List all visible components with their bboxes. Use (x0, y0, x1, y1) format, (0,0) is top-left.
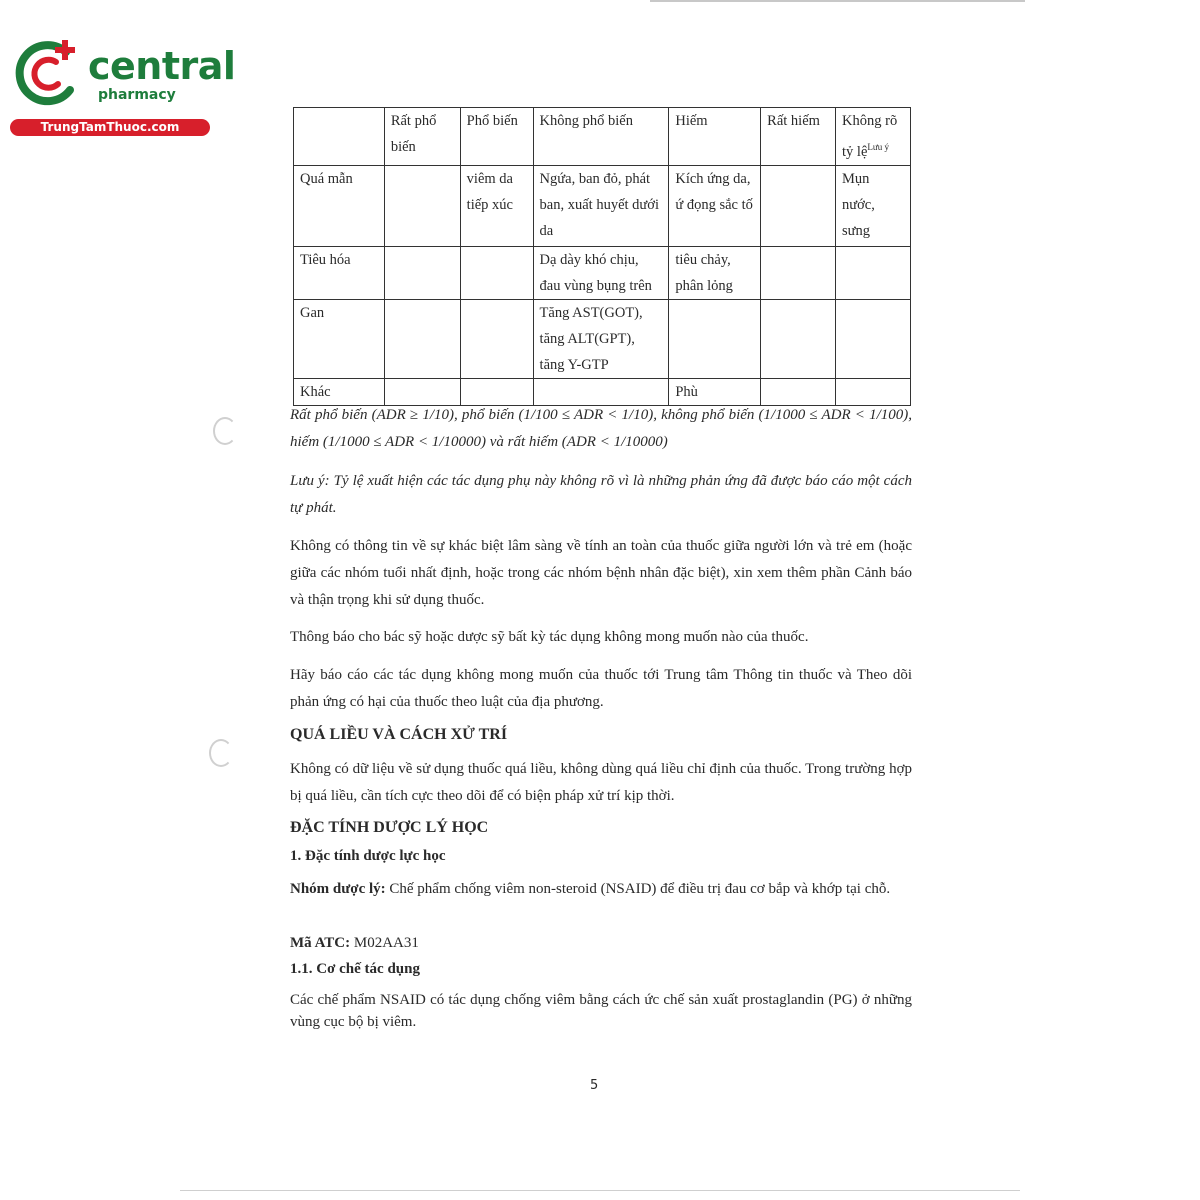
central-pharmacy-logo[interactable] (10, 38, 236, 138)
table-cell: viêm da tiếp xúc (460, 165, 533, 246)
table-header-cell: Rất hiếm (761, 108, 836, 166)
table-cell (836, 299, 911, 378)
table-row (294, 165, 911, 246)
table-cell (384, 299, 460, 378)
table-cell: Phù (669, 378, 761, 405)
mechanism-paragraph: Các chế phẩm NSAID có tác dụng chống viêm bằng cách ức chế sản xuất prostaglandin (PG) ở những vùng cục bộ bị viêm. (290, 992, 912, 1030)
scan-edge-top (650, 0, 1025, 2)
table-cell: Kích ứng da, ứ đọng sắc tố (669, 165, 761, 246)
body-paragraph: Không có thông tin về sự khác biệt lâm sàng về tính an toàn của thuốc giữa người lớn và trẻ em (hoặc giữa các nhóm tuổi nhất định, hoặc trong các nhóm bệnh nhân đặc biệt), xin xem thêm phần Cảnh báo và thận trọng khi sử dụng thuốc. (290, 538, 912, 608)
logo-tagline: pharmacy (98, 87, 176, 103)
table-header-cell: Phổ biến (460, 108, 533, 166)
table-cell: Mụn nước, sưng (836, 165, 911, 246)
header-note-superscript: Lưu ý (867, 142, 890, 152)
table-cell (761, 246, 836, 299)
pharmacological-group-paragraph (290, 876, 912, 903)
row-label: Khác (294, 378, 385, 405)
subsection-heading-mechanism: 1.1. Cơ chế tác dụng (290, 961, 420, 977)
table-header-row (294, 108, 911, 166)
body-paragraph: Hãy báo cáo các tác dụng không mong muốn của thuốc tới Trung tâm Thông tin thuốc và Theo dõi phản ứng có hại của thuốc theo luật của địa phương. (290, 667, 912, 710)
table-row (294, 299, 911, 378)
scan-edge-bottom (180, 1190, 1020, 1191)
table-cell (669, 299, 761, 378)
table-row (294, 246, 911, 299)
logo-site-name: TrungTamThuoc.com (10, 119, 210, 136)
frequency-definition-note: Rất phổ biến (ADR ≥ 1/10), phổ biến (1/100 ≤ ADR < 1/10), không phổ biến (1/1000 ≤ ADR < 1/100), hiếm (1/1000 ≤ ADR < 1/10000) và rất hiếm (ADR < 1/10000) (290, 407, 912, 450)
punch-hole-mark (209, 739, 233, 767)
table-cell: tiêu chảy, phân lỏng (669, 246, 761, 299)
table-cell (761, 299, 836, 378)
page-number: 5 (590, 1078, 599, 1093)
atc-label: Mã ATC: (290, 935, 351, 951)
group-label: Nhóm dược lý: (290, 881, 386, 897)
table-header-cell: Rất phổ biến (384, 108, 460, 166)
logo-brand-text: central (88, 44, 236, 88)
row-label: Quá mẫn (294, 165, 385, 246)
body-paragraph: Thông báo cho bác sỹ hoặc dược sỹ bất kỳ tác dụng không mong muốn nào của thuốc. (290, 629, 809, 645)
header-unknown-rate: Không rõ tỷ lệ (842, 113, 898, 160)
section-heading-overdose: QUÁ LIỀU VÀ CÁCH XỬ TRÍ (290, 726, 508, 743)
row-label: Gan (294, 299, 385, 378)
overdose-paragraph: Không có dữ liệu về sử dụng thuốc quá liều, không dùng quá liều chỉ định của thuốc. Trong trường hợp bị quá liều, cần tích cực theo dõi để có biện pháp xử trí kịp thời. (290, 761, 912, 804)
table-cell: Dạ dày khó chịu, đau vùng bụng trên (533, 246, 669, 299)
adverse-reactions-table (293, 107, 911, 406)
table-cell: Ngứa, ban đỏ, phát ban, xuất huyết dưới da (533, 165, 669, 246)
table-header-cell (836, 108, 911, 166)
table-header-cell: Không phổ biến (533, 108, 669, 166)
table-header-cell: Hiếm (669, 108, 761, 166)
table-cell: Tăng AST(GOT), tăng ALT(GPT), tăng Y-GTP (533, 299, 669, 378)
table-cell (384, 246, 460, 299)
table-cell (460, 299, 533, 378)
subsection-heading-pharmacodynamics: 1. Đặc tính dược lực học (290, 848, 446, 864)
row-label: Tiêu hóa (294, 246, 385, 299)
table-cell (460, 246, 533, 299)
atc-value: M02AA31 (353, 935, 419, 951)
group-text: Chế phẩm chống viêm non-steroid (NSAID) để điều trị đau cơ bắp và khớp tại chỗ. (389, 881, 891, 897)
table-cell (836, 246, 911, 299)
table-header-cell (294, 108, 385, 166)
atc-code-line (290, 930, 912, 957)
table-cell (761, 165, 836, 246)
section-heading-pharmacology: ĐẶC TÍNH DƯỢC LÝ HỌC (290, 819, 489, 836)
punch-hole-mark (213, 417, 237, 445)
table-cell (384, 165, 460, 246)
logo-mark-icon (10, 38, 90, 113)
spontaneous-report-footnote: Lưu ý: Tỷ lệ xuất hiện các tác dụng phụ này không rõ vì là những phản ứng đã được báo cáo một cách tự phát. (290, 473, 912, 516)
